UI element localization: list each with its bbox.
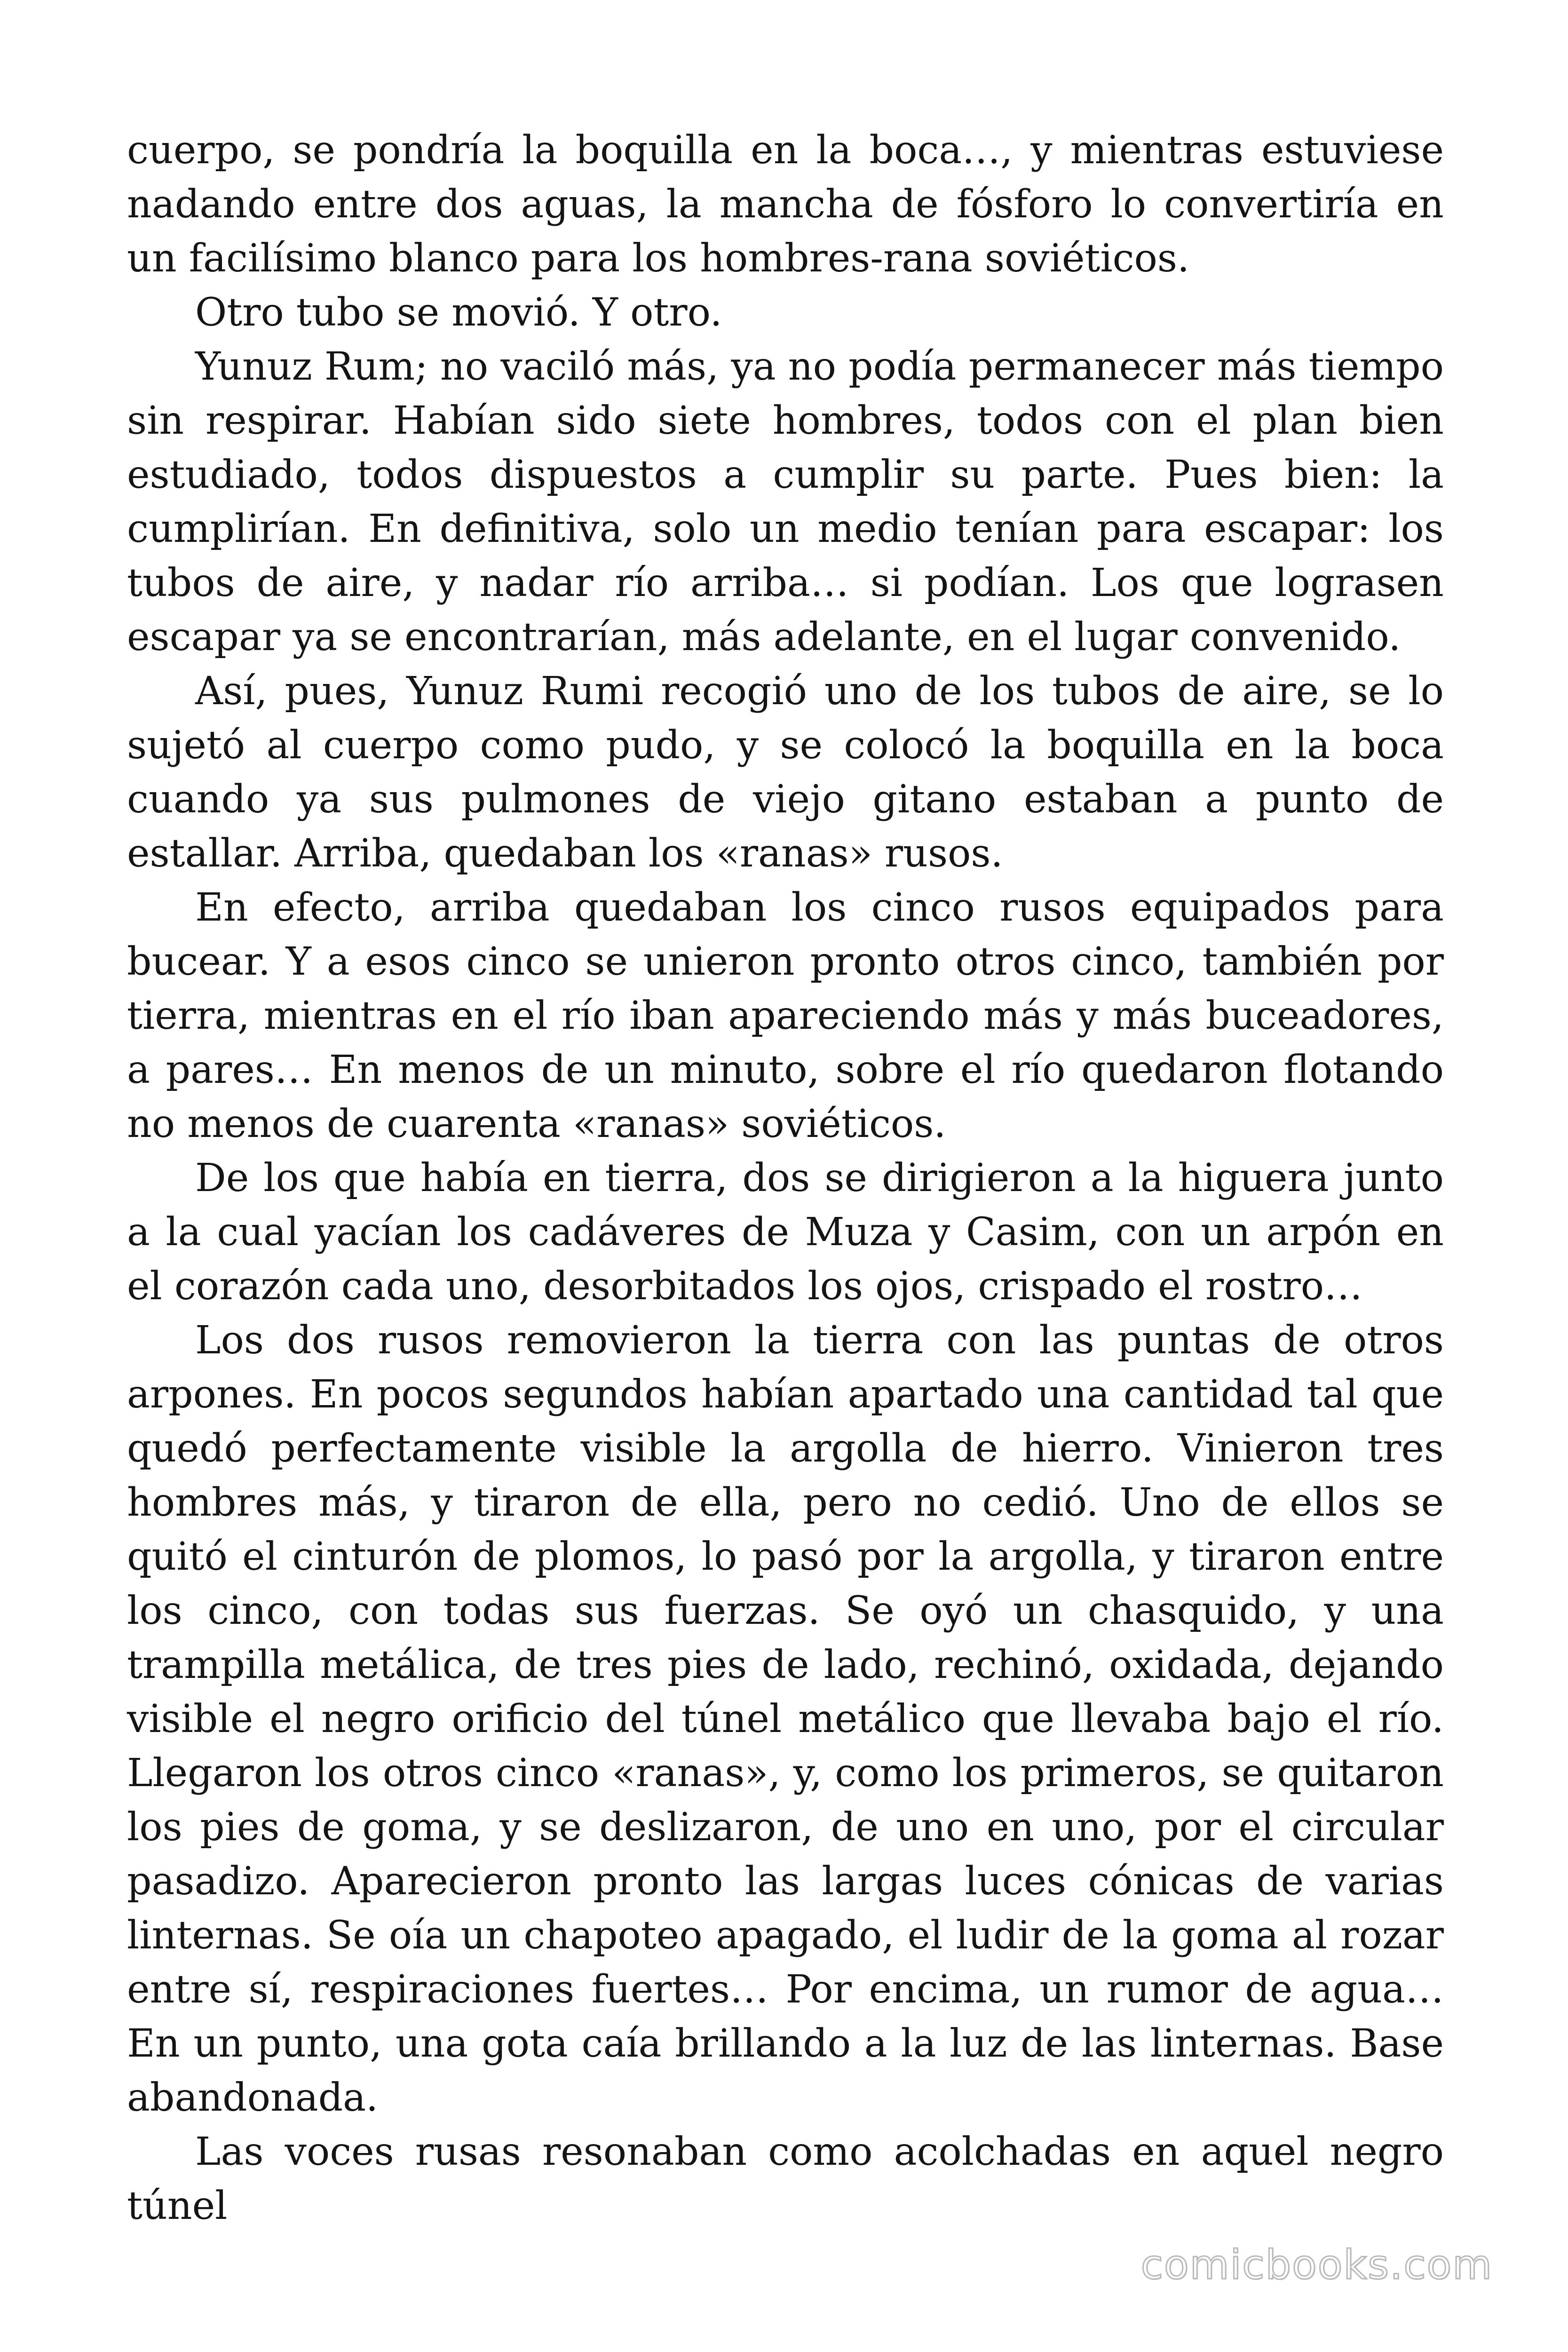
- paragraph-3: Yunuz Rum; no vaciló más, ya no podía permanecer más tiempo sin respirar. Habían sido siete hombres, todos con el plan bien estudiado, todos dispuestos a cumplir su parte. Pues bien: la cumplirían. En definitiva, solo un medio tenían para escapar: los tubos de aire, y nadar río arriba… si podían. Los que lograsen escapar ya se encontrarían, más adelante, en el lugar convenido.: [127, 344, 1444, 660]
- paragraph-1: cuerpo, se pondría la boquilla en la boca…, y mientras estuviese nadando entre dos aguas, la mancha de fósforo lo convertiría en un facilísimo blanco para los hombres-rana soviéticos.: [127, 128, 1444, 281]
- page-text: [127, 123, 1444, 2233]
- paragraph-2: Otro tubo se movió. Y otro.: [195, 290, 722, 335]
- paragraph-7: Los dos rusos removieron la tierra con las puntas de otros arpones. En pocos segundos habían apartado una cantidad tal que quedó perfectamente visible la argolla de hierro. Vinieron tres hombres más, y tiraron de ella, pero no cedió. Uno de ellos se quitó el cinturón de plomos, lo pasó por la argolla, y tiraron entre los cinco, con todas sus fuerzas. Se oyó un chasquido, y una trampilla metálica, de tres pies de lado, rechinó, oxidada, dejando visible el negro orificio del túnel metálico que llevaba bajo el río. Llegaron los otros cinco «ranas», y, como los primeros, se quitaron los pies de goma, y se deslizaron, de uno en uno, por el circular pasadizo. Aparecieron pronto las largas luces cónicas de varias linternas. Se oía un chapoteo apagado, el ludir de la goma al rozar entre sí, respiraciones fuertes… Por encima, un rumor de agua… En un punto, una gota caía brillando a la luz de las linternas. Base abandonada.: [127, 1318, 1444, 2120]
- paragraph-5: En efecto, arriba quedaban los cinco rusos equipados para bucear. Y a esos cinco se unieron pronto otros cinco, también por tierra, mientras en el río iban apareciendo más y más buceadores, a pares… En menos de un minuto, sobre el río quedaron flotando no menos de cuarenta «ranas» soviéticos.: [127, 885, 1444, 1146]
- paragraph-4: Así, pues, Yunuz Rumi recogió uno de los tubos de aire, se lo sujetó al cuerpo como pudo, y se colocó la boquilla en la boca cuando ya sus pulmones de viejo gitano estaban a punto de estallar. Arriba, quedaban los «ranas» rusos.: [127, 669, 1444, 876]
- watermark: comicbooks.com: [1140, 2241, 1493, 2288]
- paragraph-8: Las voces rusas resonaban como acolchadas en aquel negro túnel: [127, 2130, 1444, 2228]
- paragraph-6: De los que había en tierra, dos se dirigieron a la higuera junto a la cual yacían los cadáveres de Muza y Casim, con un arpón en el corazón cada uno, desorbitados los ojos, crispado el rostro…: [127, 1156, 1444, 1309]
